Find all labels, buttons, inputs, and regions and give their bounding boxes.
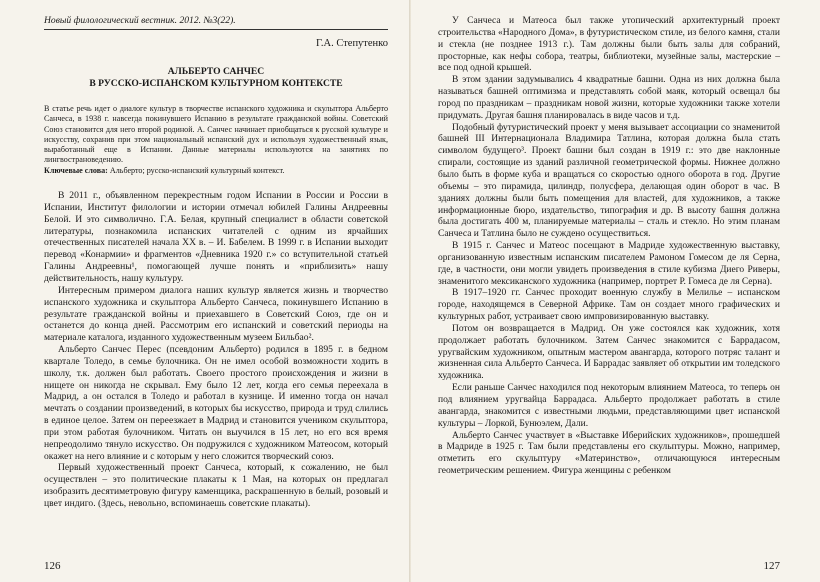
paragraph: Потом он возвращается в Мадрид. Он уже состоялся как художник, хотя продолжает работать булочником. Затем Санчес знакомится с Баррадасом, уругвайским художником, опытным мастером авангарда, которого потряс талант и жизненная сила Альберто Санчеса. И Баррадас заявляет об открытии им толедского художника. [438, 323, 780, 382]
title-line-1: АЛЬБЕРТО САНЧЕС [167, 66, 265, 77]
paragraph: В этом здании задумывались 4 квадратные башни. Одна из них должна была называться башней оптимизма и представлять собой маяк, который освещал бы город по праздникам – праздникам новой жизни, которые художники также хотели придумать. Другая башня планировалась в виде часов и т.д. [438, 75, 780, 121]
page-number: 127 [763, 560, 780, 572]
paragraph: В 2011 г., объявленном перекрестным годом Испании в России и России в Испании, Институт филологии и истории отмечал юбилей Галины Андреевны Белой. И это символично. Г.А. Белая, крупный специалист в области советской литературы, познакомила испанских читателей с одним из ярчайших отечественных писателей начала XX в. – И. Бабелем. В 1999 г. в Испании выходит перевод «Конармии» и фрагментов «Дневника 1920 г.» со вступительной статьей Галины Андреевны¹, помогающей лучше понять и «приблизить» нашу действительность, нашу культуру. [44, 190, 388, 284]
paragraph: Интересным примером диалога наших культур является жизнь и творчество испанского художника и скульптора Альберто Санчеса, покинувшего Испанию в результате гражданской войны и приехавшего в Советский Союз, где он и останется до конца дней. Рассмотрим его испанский и советский периоды на материале каталога, изданного художественным музеем Бильбао². [44, 284, 388, 344]
paragraph: Если раньше Санчес находился под некоторым влиянием Матеоса, то теперь он под влиянием уругвайца Баррадаса. Альберто продолжает работать в стиле авангарда, знакомится с известными людьми, представляющими цвет испанской культуры – Лоркой, Бунюэлем, Дали. [438, 383, 780, 429]
paragraph: В 1917–1920 гг. Санчес проходит военную службу в Мелилье – испанском городе, находящемся в Северной Африке. Там он создает много графических и культурных работ, устраивает свою импровизированную выставку. [438, 288, 780, 323]
left-body-text [44, 190, 388, 510]
abstract [44, 104, 388, 176]
right-page [410, 0, 820, 582]
keywords [44, 166, 388, 176]
abstract-text: В статье речь идет о диалоге культур в творчестве испанского художника и скульптора Альберто Санчеса, в 1938 г. навсегда покинувшего Испанию в результате гражданской войны. Советский Союз становится для него второй родиной. А. Санчес начинает приобщаться к русской культуре и искусству, сохранив при этом национальный испанский дух и используя художественный язык, выработанный еще в Испании. Данные материалы используются на занятиях по лингвострановедению. [44, 104, 388, 165]
paragraph: Альберто Санчес Перес (псевдоним Альберто) родился в 1895 г. в бедном квартале Толедо, в семье булочника. Он не имел особой возможности ходить в школу, т.к. должен был работать. Своего простого происхождения и жизни в нищете он никогда не скрывал. Ему было 12 лет, когда его семья переехала в Мадрид, а он остался в Толедо и работал в кузнице. И именно тогда он начал мечтать о создании произведений, в которых бы искусство, природа и труд слились в единое целое. Затем он переезжает в Мадрид и становится учеником скульптора, при этом работая булочником. Читать он выучился в 15 лет, но его вся время непреодолимо тянуло искусство. Он подружился с художником Матеосом, который окажет на него влияние и с которым у него сложится творческий союз. [44, 344, 388, 462]
page-number: 126 [44, 560, 61, 572]
paragraph: В 1915 г. Санчес и Матеос посещают в Мадриде художественную выставку, организованную известным испанским писателем Рамоном Гомесом де ля Серна, где, в частности, они могли увидеть произведения в стиле кубизма Диего Риверы, знаменитого мексиканского художника (например, портрет Р. Гомеса де ля Серна). [438, 241, 780, 287]
paragraph: Альберто Санчес участвует в «Выставке Иберийских художников», прошедшей в Мадриде в 1925 г. Там были представлены его скульптуры. Можно, например, отметить его скульптуру «Материнство», отличающуюся интересным геометрическим решением. Фигура женщины с ребенком [438, 430, 780, 477]
paragraph: Первый художественный проект Санчеса, который, к сожалению, не был осуществлен – это политические плакаты к 1 Мая, на которых он предлагал изобразить десятиметровую фигуру каменщика, раскрашенную в белый, розовый и цвет индиго. (Здесь, невольно, вспоминаешь советские плакаты). [44, 462, 388, 510]
running-header: Новый филологический вестник. 2012. №3(22). [44, 15, 236, 26]
article-title [44, 66, 388, 90]
paragraph: Подобный футуристический проект у меня вызывает ассоциации со знаменитой башней III Интернационала Владимира Татлина, которая должна была стать символом будущего³. Проект башни был создан в 1919 г.: это две наклонные спирали, состоящие из зданий различной геометрической формы. Нижнее должно было быть в форме куба и вращаться со скоростью одного оборота в год. Другие объемы – это пирамида, цилиндр, полусфера, делающая один оборот в час. В зданиях должны были быть помещения для властей, для художников, а также информационные бюро, издательство, типография и др. В высоту башня должна была достигать 400 м, планируемые материалы – сталь и стекло. Но этим планам Санчеса и Татлина было не суждено осуществиться. [438, 122, 780, 240]
keywords-text: Альберто; русско-испанский культурный контекст. [107, 165, 285, 175]
title-line-2: В РУССКО-ИСПАНСКОМ КУЛЬТУРНОМ КОНТЕКСТЕ [89, 78, 343, 89]
right-body-text [438, 16, 780, 478]
author-name: Г.А. Степутенко [315, 38, 388, 49]
header-rule [44, 29, 388, 30]
paragraph: У Санчеса и Матеоса был также утопический архитектурный проект строительства «Народного Дома», в футуристическом стиле, из белого камня, стали и стекла (не позднее 1913 г.). Там должны были быть залы для собраний, просторные, как нефы собора, театры, библиотеки, музейные залы, мастерские – все под одной крышей. [438, 16, 780, 74]
keywords-label: Ключевые слова: [44, 165, 108, 175]
